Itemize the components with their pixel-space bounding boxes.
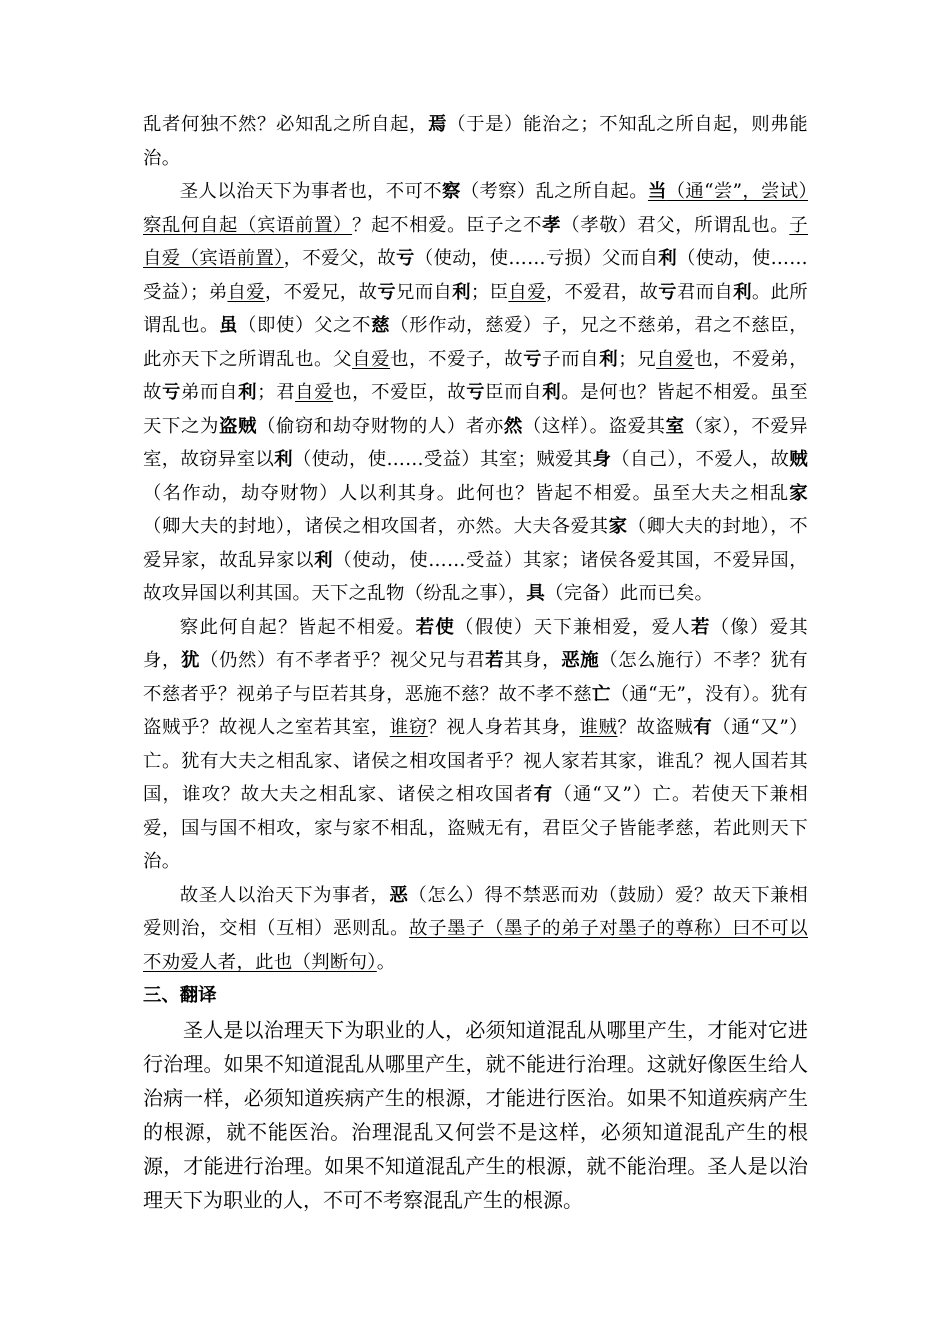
key-term: 恶: [389, 884, 409, 906]
text-run: （家），不爱异室，故窃异室以: [143, 415, 808, 470]
underlined-phrase: 谁窃: [389, 717, 428, 738]
underlined-phrase: 自爱: [227, 281, 265, 303]
key-term: 家: [789, 482, 808, 504]
text-run: （完备）此而已矣。: [545, 583, 714, 604]
text-run: （通“又”）亡。犹有大夫之相乱家、诸侯之相攻国者乎？视人家若其家，谁乱？视人国若其国，谁攻？故大夫之相乱家、诸侯之相攻国者: [143, 717, 808, 805]
key-term: 亏: [162, 382, 182, 403]
text-run: ，不爱父，故: [283, 248, 397, 269]
key-term: 利: [542, 382, 562, 403]
text-run: ，不爱君，故: [545, 281, 659, 303]
key-term: 若使: [415, 616, 456, 638]
key-term: 具: [526, 583, 546, 604]
underlined-phrase: （通“尝”，尝试）察乱何自起（宾语前置）: [143, 181, 808, 236]
text-run: 其身，: [504, 650, 562, 671]
text-run: （仍然）有不孝者乎？视父兄与君: [200, 650, 486, 671]
text-run: （使动，使……亏损）父而自: [414, 248, 659, 269]
text-run: 。: [376, 951, 396, 973]
text-run: （假使）天下兼相爱，爱人: [455, 616, 691, 638]
text-run: 也，不爱臣，故: [333, 382, 467, 403]
classical-text-paragraph-2: [143, 175, 808, 611]
key-term: 有: [693, 717, 713, 738]
underlined-phrase: 自爱: [352, 348, 391, 370]
key-term: 盗贼: [218, 415, 257, 437]
key-term: 亏: [396, 248, 415, 269]
text-run: （这样）。盗爱其: [522, 415, 666, 437]
text-run: 察此何自起？皆起不相爱。: [179, 616, 416, 638]
underlined-phrase: 自爱: [508, 281, 546, 303]
key-term: 慈: [371, 315, 391, 336]
annotated-term: 当: [647, 181, 667, 202]
key-term: 若: [690, 616, 711, 638]
text-run: （形作动，慈爱）子，兄之不慈弟，君之不慈臣，此亦天下之所谓乱也。父: [143, 315, 808, 370]
text-run: （怎么）得不禁恶而劝（鼓励）爱？故天下兼相爱则治，交相（互相）恶则乱。: [143, 884, 808, 939]
underlined-phrase: 自爱: [656, 348, 695, 370]
section-heading: 三、翻译: [143, 985, 217, 1006]
translation-paragraph: 圣人是以治理天下为职业的人，必须知道混乱从哪里产生，才能对它进行治理。如果不知道混乱从哪里产生，就不能进行治理。这就好像医生给人治病一样，必须知道疾病产生的根源，才能进行医治。如果不知道疾病产生的根源，就不能医治。治理混乱又何尝不是这样，必须知道混乱产生的根源，才能进行治理。如果不知道混乱产生的根源，就不能治理。圣人是以治理天下为职业的人，不可不考察混乱产生的根源。: [143, 1017, 808, 1212]
text-run: 故圣人以治天下为事者，: [179, 884, 390, 906]
key-term: 亏: [658, 281, 677, 303]
text-run: ；君: [257, 382, 296, 403]
text-run: ，不爱兄，故: [264, 281, 378, 303]
key-term: 利: [314, 549, 334, 571]
key-term: 家: [608, 516, 628, 537]
key-term: 孝: [542, 214, 562, 236]
text-run: （像）爱其身，: [143, 616, 808, 671]
key-term: 若: [485, 650, 505, 671]
key-term: 然: [503, 415, 523, 437]
classical-text-paragraph-4: [143, 879, 808, 980]
text-run: （怎么施行）不孝？犹有不慈者乎？视弟子与臣若其身，恶施不慈？故不孝不慈: [143, 650, 808, 705]
underlined-phrase: 自爱: [295, 382, 334, 403]
text-run: ？故盗贼: [617, 717, 694, 738]
key-term: 利: [452, 281, 471, 303]
text-run: ；臣: [470, 281, 509, 303]
key-term: 利: [733, 281, 752, 303]
text-run: （于是）能治之；不知乱之所自起，则弗能治。: [143, 114, 808, 169]
text-run: 子而自: [542, 348, 600, 370]
underlined-phrase: 故子墨子（墨子的弟子对墨子的尊称）曰不可以不劝爱人者，此也（判断句）: [143, 918, 808, 973]
key-term: 亏: [377, 281, 396, 303]
text-run: 也，不爱弟，故: [143, 348, 808, 403]
text-run: ？起不相爱。臣子之不: [352, 214, 543, 236]
key-term: 利: [599, 348, 619, 370]
text-run: 君而自: [676, 281, 734, 303]
text-run: 也，不爱子，故: [390, 348, 524, 370]
text-run: 兄而自: [395, 281, 453, 303]
text-run: 。此所谓乱也。: [143, 281, 808, 336]
text-run: （卿大夫的封地），不爱异家，故乱异家以: [143, 516, 808, 571]
key-term: 身: [592, 449, 612, 470]
text-run: （卿大夫的封地），诸侯之相攻国者，亦然。大夫各爱其: [143, 516, 609, 537]
text-run: 。是何也？皆起不相爱。虽至天下之为: [143, 382, 808, 437]
text-run: 圣人以治天下为事者也，不可不: [179, 181, 442, 202]
text-run: （使动，使……受益）其家；诸侯各爱其国，不爱异国，故攻异国以利其国。天下之乱物（纷乱之事），: [143, 549, 808, 604]
text-run: （自己），不爱人，故: [611, 449, 790, 470]
key-term: 利: [658, 248, 677, 269]
classical-text-paragraph-3: [143, 611, 808, 879]
text-run: （偷窃和劫夺财物的人）者亦: [256, 415, 504, 437]
key-term: 察: [441, 181, 461, 202]
text-run: （即使）父之不: [238, 315, 372, 336]
key-term: 虽: [219, 315, 239, 336]
text-run: 弟而自: [181, 382, 239, 403]
text-run: （使动，使……受益）其室；贼爱其: [292, 449, 593, 470]
key-term: 室: [665, 415, 685, 437]
key-term: 焉: [428, 114, 448, 135]
text-run: ；兄: [618, 348, 657, 370]
text-run: ？视人身若其身，: [427, 717, 580, 738]
text-run: 臣而自: [485, 382, 543, 403]
underlined-phrase: 谁贼: [579, 717, 618, 738]
key-term: 贼: [789, 449, 808, 470]
underlined-phrase: 子自爱（宾语前置）: [143, 214, 808, 269]
text-run: （名作动，劫夺财物）人以利其身。此何也？皆起不相爱。虽至大夫之相乱: [143, 482, 790, 504]
text-run: （通“又”）亡。若使天下兼相爱，国与国不相攻，家与家不相乱，盗贼无有，君臣父子皆能孝慈，若此则天下治。: [143, 784, 808, 872]
text-run: （通“无”，没有）。犹有盗贼乎？故视人之室若其室，: [143, 683, 808, 738]
document-page: [143, 108, 808, 1217]
key-term: 利: [238, 382, 258, 403]
text-run: （考察）乱之所自起。: [460, 181, 648, 202]
key-term: 亡: [591, 683, 611, 705]
key-term: 有: [533, 784, 554, 805]
key-term: 恶施: [561, 650, 600, 671]
classical-text-paragraph-1: [143, 108, 808, 175]
text-run: （使动，使……受益）；弟: [143, 248, 808, 303]
key-term: 亏: [466, 382, 486, 403]
text-run: （孝敬）君父，所谓乱也。: [561, 214, 790, 236]
key-term: 犹: [181, 650, 201, 671]
key-term: 利: [274, 449, 293, 470]
text-run: 乱者何独不然？必知乱之所自起，: [143, 114, 429, 135]
key-term: 亏: [523, 348, 543, 370]
